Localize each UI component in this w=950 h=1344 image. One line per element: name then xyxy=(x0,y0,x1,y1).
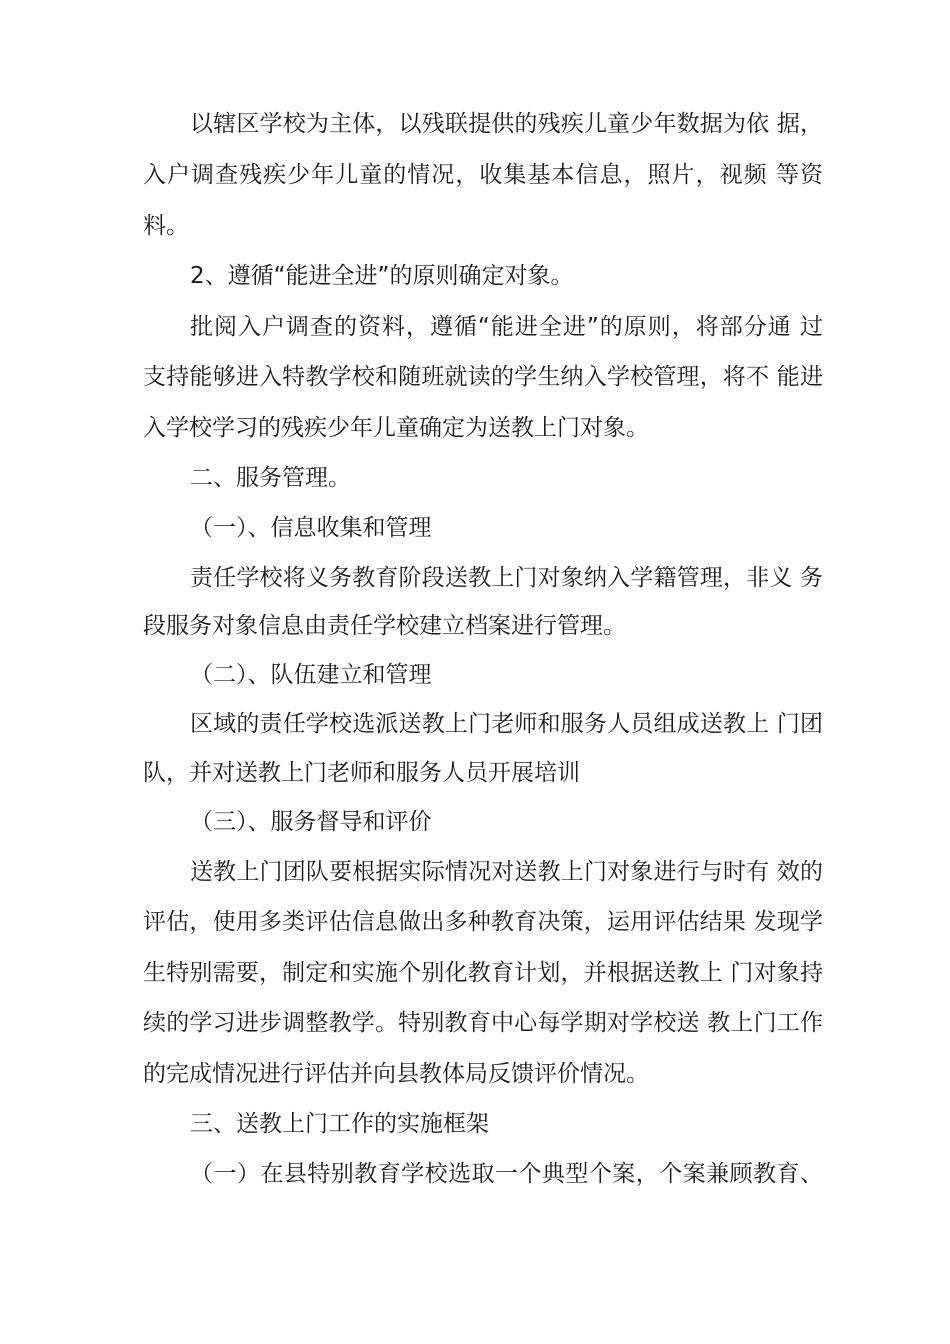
paragraph-line: 支持能够进入特教学校和随班就读的学生纳入学校管理，将不 能进 xyxy=(143,364,823,390)
section-heading: 2、遵循“能进全进”的原则确定对象。 xyxy=(190,263,574,289)
paragraph-line: 料。 xyxy=(143,213,189,239)
paragraph-line: 续的学习进步调整教学。特别教育中心每学期对学校送 教上门工作 xyxy=(143,1010,823,1036)
paragraph-line: 批阅入户调查的资料，遵循“能进全进”的原则，将部分通 过 xyxy=(190,314,823,340)
paragraph-line: 以辖区学校为主体，以残联提供的残疾儿童少年数据为依 据， xyxy=(190,111,823,137)
section-heading: 二、服务管理。 xyxy=(190,465,351,491)
paragraph-line: 段服务对象信息由责任学校建立档案进行管理。 xyxy=(143,613,626,639)
paragraph-line: 区域的责任学校选派送教上门老师和服务人员组成送教上 门团 xyxy=(190,711,823,737)
paragraph-line: 队，并对送教上门老师和服务人员开展培训 xyxy=(143,760,580,786)
section-heading: 三、送教上门工作的实施框架 xyxy=(190,1111,489,1137)
paragraph-line: 评估，使用多类评估信息做出多种教育决策，运用评估结果 发现学 xyxy=(143,909,823,935)
paragraph-line: 生特别需要，制定和实施个别化教育计划，并根据送教上 门对象持 xyxy=(143,960,823,986)
subsection-heading: （一）、信息收集和管理 xyxy=(190,515,432,541)
paragraph-line: 入学校学习的残疾少年儿童确定为送教上门对象。 xyxy=(143,415,649,441)
paragraph-line: 的完成情况进行评估并向县教体局反馈评价情况。 xyxy=(143,1061,649,1087)
subsection-heading: （三）、服务督导和评价 xyxy=(190,809,432,835)
paragraph-line: 入户调查残疾少年儿童的情况，收集基本信息，照片，视频 等资 xyxy=(143,162,823,188)
paragraph-line: 责任学校将义务教育阶段送教上门对象纳入学籍管理，非义 务 xyxy=(190,565,823,591)
paragraph-line: 送教上门团队要根据实际情况对送教上门对象进行与时有 效的 xyxy=(190,859,823,885)
paragraph-line: （一）在县特别教育学校选取一个典型个案，个案兼顾教育、 xyxy=(190,1161,823,1187)
subsection-heading: （二）、队伍建立和管理 xyxy=(190,662,432,688)
